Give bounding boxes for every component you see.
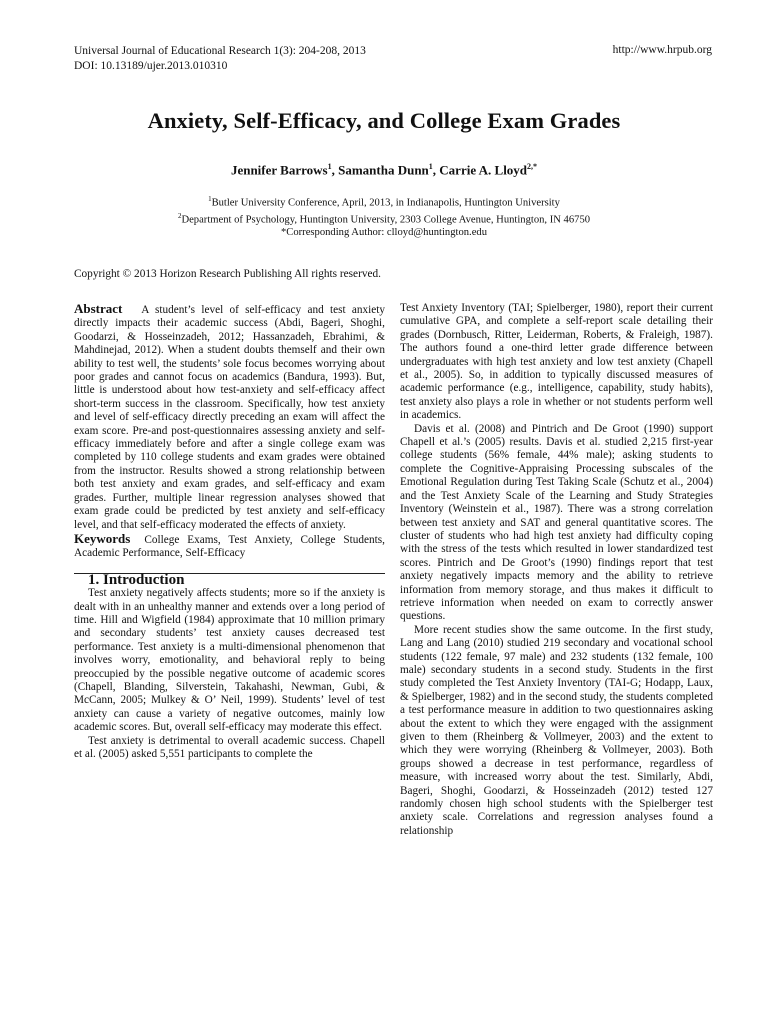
body-paragraph: Test Anxiety Inventory (TAI; Spielberger, 1980), report their current cumulative GPA, and complete a self-report scale detailing their grades (Dornbusch, Ritter, Leiderman, Roberts, & Fraleigh, 1987). The authors found a one-third letter grade difference between undergraduates with high test anxiety and low test anxiety (Chapell et al., 2005). So, in addition to typically discussed measures of academic performance (e.g., intelligence, capability, study habits), test anxiety also plays a role in whether or not students perform well in academics. [400, 302, 713, 422]
journal-url[interactable]: http://www.hrpub.org [612, 44, 712, 56]
affiliation-1 [0, 193, 768, 210]
keywords [74, 532, 385, 561]
body-paragraph: More recent studies show the same outcome. In the first study, Lang and Lang (2010) studied 219 secondary and vocational school students (122 female, 97 male) and 232 students (132 female, 100 male) secondary students in a second study. Students in the first study completed the Test Anxiety Inventory (TAI-G; Hodapp, Laux, & Spielberger, 1982) and in the second study, the students completed a test performance measure in addition to two questionnaires asking about the extent to which they were engaged with the assignment given to them (Rheinberg & Vollmeyer, 2003) and the extent to which they were worrying (Rheinberg & Vollmeyer, 2003). Both groups showed a decrease in test performance, regardless of measure, with increased worry about the test. Similarly, Abdi, Bageri, Shoghi, Goodarzi, & Hosseinzadeh (2012) tested 127 randomly chosen high school students with the Spielberger test anxiety scale. Correlations and regression analyses found a relationship [400, 623, 713, 837]
author-affil-mark: 2,* [527, 162, 538, 171]
keywords-heading: Keywords [74, 530, 131, 546]
affil-text: Department of Psychology, Huntington University, 2303 College Avenue, Huntington, IN 46750 [181, 214, 591, 226]
author-list [0, 162, 768, 178]
doi: DOI: 10.13189/ujer.2013.010310 [74, 60, 228, 72]
affiliations [0, 193, 768, 239]
body-paragraph: Test anxiety is detrimental to overall academic success. Chapell et al. (2005) asked 5,551 participants to complete the [74, 734, 385, 760]
journal-citation: Universal Journal of Educational Research 1(3): 204-208, 2013 [74, 45, 366, 57]
journal-header [74, 44, 366, 74]
body-paragraph: Test anxiety negatively affects students; more so if the anxiety is dealt with in an unhealthy manner and extends over a long period of time. Hill and Wigfield (1984) approximate that 10 million primary and secondary students’ test anxiety causes decreased test performance. Test anxiety is a multi-dimensional phenomenon that involves worry, emotionality, and behavioral reply to being preoccupied by the possible negative outcome of academic scores (Chapell, Blanding, Silverstein, Takahashi, Newman, Gubi, & McCann, 2005; Mulkey & O’ Neil, 1999). Students’ level of test anxiety can cause a variety of negative outcomes, mainly low academic scores. But, overall self-efficacy may moderate this effect. [74, 587, 385, 734]
author-name: Samantha Dunn [338, 162, 429, 178]
section-heading-introduction: 1. Introduction [88, 571, 185, 588]
affil-text: Butler University Conference, April, 2013, in Indianapolis, Huntington University [211, 197, 560, 209]
author-name: Carrie A. Lloyd [439, 162, 528, 178]
copyright-notice: Copyright © 2013 Horizon Research Publishing All rights reserved. [74, 268, 381, 280]
author-affil-mark: 1 [327, 162, 332, 171]
body-paragraph: Davis et al. (2008) and Pintrich and De Groot (1990) support Chapell et al.’s (2005) results. Davis et al. studied 2,215 first-year college students (56% female, 44% male); asking students to complete the Cognitive-Appraising Processing subscales of the Emotional Regulation during Test Taking Scale (Schutz et al., 2004) and the Test Anxiety Scale of the Learning and Study Strategies Inventory (Weinstein et al., 1987). There was a strong correlation between test anxiety and SAT and general quantitative scores. The cluster of students who had high test anxiety had difficulty coping with the stress of the tests which resulted in lower standardized test scores. Pintrich and De Groot’s (1990) findings report that test anxiety negatively impacts memory and the ability to retrieve information from memory storage, and thus makes it difficult to retrieve information when needed on exam to correctly answer questions. [400, 422, 713, 623]
affil-mark: 2 [177, 211, 182, 220]
abstract-text: A student’s level of self-efficacy and test anxiety directly impacts their academic success (Abdi, Bageri, Shoghi, Goodarzi, & Hosseinzadeh, 2012; Hassanzadeh, Ebrahimi, & Mahdinejad, 2012). When a student doubts themself and their own ability to test well, the students’ sole focus becomes worrying about poor grades and cannot focus on academics (Bandura, 1993). But, little is understood about how test-anxiety and self-efficacy affect short-term success in the classroom. Specifically, how test anxiety and level of self-efficacy directly preceding an exam will affect the exam score. Pre-and post-questionnaires assessing anxiety and self-efficacy immediately before and after a single college exam was completed by 110 college students and exam grades were obtained from the instructor. Results showed a strong relationship between both test anxiety and exam grades, and self-efficacy and exam grades. Further, multiple linear regression analyses showed that exam grade could be predicted by test anxiety and self-efficacy level, and that self-efficacy moderated the effects of anxiety. [74, 304, 385, 531]
paper-title: Anxiety, Self-Efficacy, and College Exam Grades [147, 108, 621, 133]
affiliation-2 [0, 210, 768, 227]
abstract [74, 302, 385, 532]
affil-mark: 1 [208, 195, 212, 203]
author-name: Jennifer Barrows [230, 162, 328, 178]
abstract-heading: Abstract [74, 301, 123, 316]
left-column [74, 302, 385, 761]
corresponding-author: *Corresponding Author: clloyd@huntington.edu [280, 227, 488, 239]
right-column [400, 302, 713, 838]
keywords-text: College Exams, Test Anxiety, College Students, Academic Performance, Self-Efficacy [74, 533, 385, 560]
author-separator: , [432, 162, 440, 178]
author-affil-mark: 1 [428, 162, 433, 171]
author-separator: , [331, 162, 339, 178]
